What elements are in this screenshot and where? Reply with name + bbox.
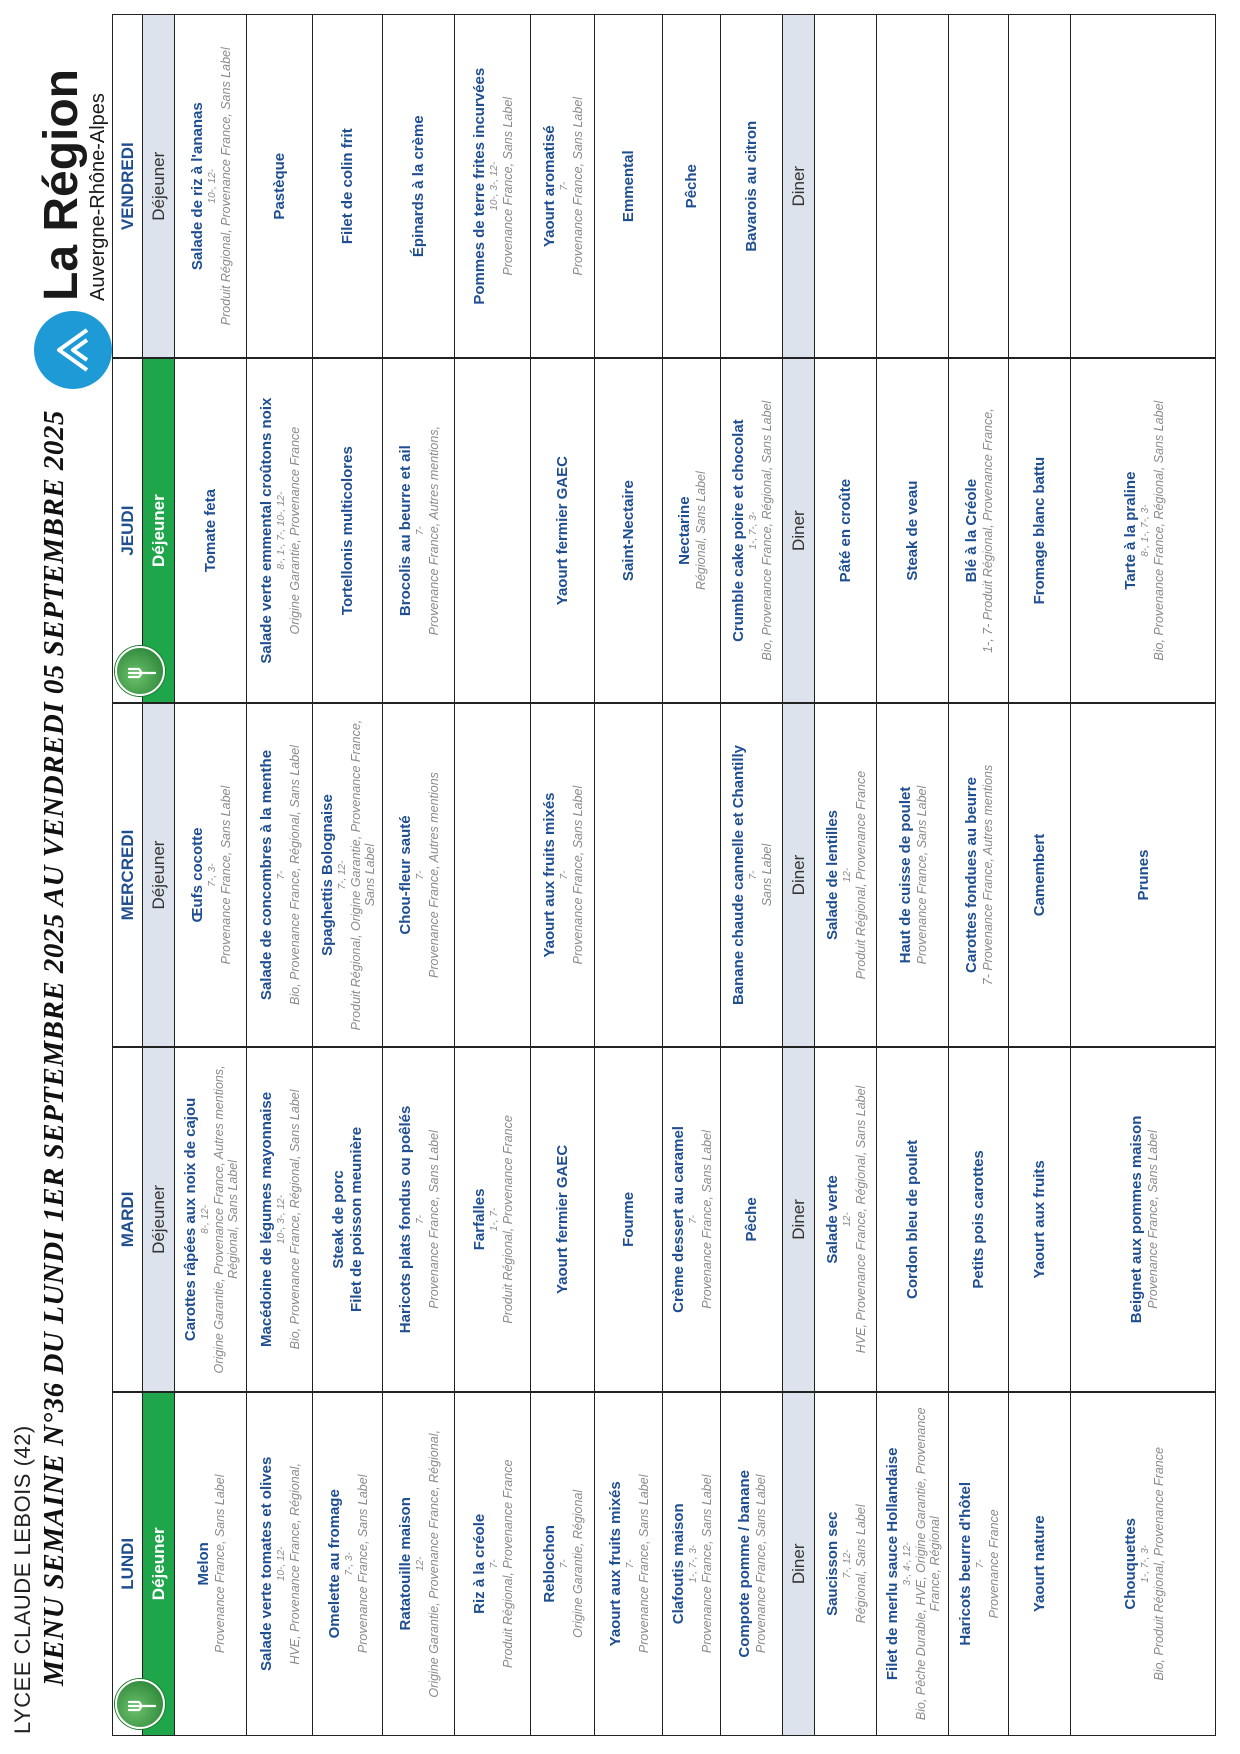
menu-item: [721, 359, 783, 701]
menu-item: [531, 704, 595, 1046]
dish-name: Yaourt nature: [1030, 1515, 1048, 1613]
menu-item: [1071, 1393, 1217, 1735]
dish-name: Macédoine de légumes mayonnaise: [257, 1091, 275, 1347]
menu-item: [949, 704, 1009, 1046]
menu-item: [1009, 1393, 1071, 1735]
origin-labels: Provenance France, Autres mentions,: [426, 425, 441, 636]
dish-name: Cordon bleu de poulet: [903, 1139, 921, 1299]
menu-item: [949, 1393, 1009, 1735]
menu-item: [815, 359, 877, 701]
origin-labels: Bio, Provenance France, Régional, Sans Label: [759, 400, 774, 661]
dish-name: Compote pomme / banane: [735, 1470, 753, 1658]
menu-item: [595, 15, 663, 357]
dish-name: Steak de veau: [903, 480, 921, 581]
meal-header-lunch: Déjeuner: [143, 15, 175, 357]
allergen-codes: 10-, 12-: [206, 168, 218, 204]
menu-item: [175, 1393, 247, 1735]
menu-item: [1071, 359, 1217, 701]
dish-name: Crumble cake poire et chocolat: [729, 419, 747, 642]
dish-name: Haricots plats fondus ou poêlés: [396, 1105, 414, 1334]
menu-item: [531, 1393, 595, 1735]
origin-labels: Produit Régional, Provenance France, Sans Label: [218, 47, 233, 326]
menu-item: [663, 15, 721, 357]
origin-labels: Provenance France, Sans Label: [914, 785, 929, 965]
dish-name: Épinards à la crème: [409, 115, 427, 258]
menu-item: [175, 359, 247, 701]
origin-labels: Origine Garantie, Provenance France: [287, 426, 302, 635]
menu-item: [877, 15, 949, 357]
dish-name: Salade de lentilles: [823, 809, 841, 941]
dish-name: Pêche: [682, 164, 700, 209]
menu-item: [815, 15, 877, 357]
origin-labels: 7- Provenance France, Autres mentions: [980, 764, 995, 986]
dish-name: Spaghettis Bolognaise: [318, 794, 336, 956]
logo-name: La Région: [34, 68, 88, 301]
origin-labels: Sans Label: [759, 843, 774, 907]
day-column-mercredi: [112, 703, 1216, 1047]
day-header: LUNDI: [113, 1393, 143, 1735]
origin-labels: HVE, Provenance France, Régional,: [287, 1463, 302, 1665]
dish-name: Ratatouille maison: [396, 1497, 414, 1631]
origin-labels: 1-, 7- Produit Régional, Provenance France,: [980, 408, 995, 653]
menu-item: [877, 1048, 949, 1390]
region-logo: [34, 69, 112, 389]
dish-name: Yaourt aux fruits mixés: [540, 792, 558, 958]
menu-item: [247, 1048, 313, 1390]
dish-name: Yaourt fermier GAEC: [553, 1144, 571, 1295]
dish-name: Haricots beurre d'hôtel: [956, 1482, 974, 1646]
meal-header-dinner: Diner: [783, 1048, 815, 1390]
allergen-codes: 7-: [558, 1559, 570, 1569]
menu-item: [247, 15, 313, 357]
menu-item: [175, 704, 247, 1046]
menu-item: [877, 1393, 949, 1735]
origin-labels: Bio, Provenance France, Régional, Sans Label: [1152, 400, 1166, 661]
allergen-codes: 7-, 12-: [336, 860, 348, 890]
allergen-codes: 8-, 12-: [199, 1204, 211, 1234]
dish-name: Prunes: [1135, 849, 1152, 901]
origin-labels: Origine Garantie, Régional: [570, 1489, 585, 1638]
allergen-codes: 7-: [414, 870, 426, 880]
dish-name: Yaourt fermier GAEC: [553, 456, 571, 606]
dish-name: Banane chaude cannelle et Chantilly: [729, 744, 747, 1006]
allergen-codes: 7-, 3-: [206, 863, 218, 887]
allergen-codes: 7-, 12-: [841, 1549, 853, 1579]
dish-name: Salade verte emmental croûtons noix: [257, 397, 275, 664]
dish-name: Yaourt aux fruits mixés: [606, 1481, 624, 1647]
meal-header-lunch: Déjeuner: [143, 704, 175, 1046]
menu-item: [815, 704, 877, 1046]
origin-labels: Bio, Pêche Durable, HVE, Origine Garantie, Provenance France, Régional: [913, 1407, 942, 1721]
origin-labels: Provenance France: [986, 1509, 1001, 1619]
allergen-codes: 7-: [414, 526, 426, 536]
menu-item: [1009, 704, 1071, 1046]
menu-item: [1071, 15, 1217, 357]
allergen-codes: 3-, 4-, 12-: [901, 1542, 913, 1586]
dish-name: Steak de porc Filet de poisson meunière: [329, 1126, 365, 1312]
menu-item: [247, 1393, 313, 1735]
day-column-mardi: [112, 1047, 1216, 1391]
dish-name: Fourme: [619, 1191, 637, 1247]
menu-item: [455, 359, 531, 701]
dish-name: Chouquettes: [1122, 1517, 1139, 1610]
meal-header-dinner: Diner: [783, 359, 815, 701]
menu-item: [949, 359, 1009, 701]
menu-item: [595, 1048, 663, 1390]
menu-item: [663, 1393, 721, 1735]
allergen-codes: 7-: [558, 870, 570, 880]
meal-header-lunch: Déjeuner: [143, 1048, 175, 1390]
menu-item: [877, 359, 949, 701]
menu-item: [595, 1393, 663, 1735]
menu-item: [383, 1048, 455, 1390]
dish-name: Riz à la créole: [470, 1513, 488, 1614]
origin-labels: Produit Régional, Provenance France: [500, 1459, 515, 1669]
origin-labels: Provenance France, Sans Label: [355, 1474, 370, 1654]
origin-labels: Régional, Sans Label: [693, 471, 708, 591]
meal-header-dinner: Diner: [783, 704, 815, 1046]
meal-header-dinner: Diner: [783, 1393, 815, 1735]
day-header: MERCREDI: [113, 704, 143, 1046]
dish-name: Œufs cocotte: [188, 827, 206, 923]
dish-name: Blé à la Créole: [962, 478, 980, 583]
menu-item: [815, 1048, 877, 1390]
dish-name: Pastèque: [270, 152, 288, 220]
menu-item: [313, 704, 383, 1046]
dish-name: Salade de riz à l'ananas: [188, 102, 206, 271]
allergen-codes: 7-: [747, 870, 759, 880]
allergen-codes: 8-, 1-, 7-, 3-: [1140, 504, 1151, 557]
day-header: JEUDI: [113, 359, 143, 701]
dish-name: Carottes râpées aux noix de cajou: [181, 1097, 199, 1342]
origin-labels: Produit Régional, Provenance France: [500, 1115, 515, 1324]
origin-labels: Origine Garantie, Provenance France, Régional,: [426, 1430, 441, 1698]
week-title: MENU SEMAINE N°36 DU LUNDI 1ER SEPTEMBRE 2025 AU VENDREDI 05 SEPTEMBRE 2025: [38, 410, 70, 1686]
dish-name: Clafoutis maison: [669, 1503, 687, 1625]
logo-subtitle: Auvergne-Rhône-Alpes: [86, 93, 109, 301]
menu-item: [531, 15, 595, 357]
allergen-codes: 12-: [841, 1212, 853, 1227]
meal-header-dinner: Diner: [783, 15, 815, 357]
dish-name: Emmental: [619, 150, 637, 223]
allergen-codes: 1-, 7-, 3-: [1140, 1544, 1151, 1583]
dish-name: Camembert: [1030, 833, 1048, 917]
menu-item: [663, 704, 721, 1046]
menu-item: [721, 15, 783, 357]
menu-item: [815, 1393, 877, 1735]
allergen-codes: 7-, 3-: [343, 1552, 355, 1576]
meal-header-lunch: Déjeuner: [143, 1393, 175, 1735]
origin-labels: Provenance France, Autres mentions: [426, 772, 441, 978]
allergen-codes: 7-: [687, 1214, 699, 1224]
origin-labels: Provenance France, Sans Label: [426, 1130, 441, 1309]
menu-item: [949, 1048, 1009, 1390]
allergen-codes: 1-, 7-, 3-: [687, 1544, 699, 1583]
menu-item: [595, 359, 663, 701]
dish-name: Salade verte tomates et olives: [257, 1456, 275, 1671]
menu-item: [313, 15, 383, 357]
dish-name: Saucisson sec: [823, 1511, 841, 1616]
dish-name: Beignet aux pommes maison: [1128, 1115, 1145, 1324]
allergen-codes: 12-: [841, 867, 853, 883]
origin-labels: Bio, Produit Régional, Provenance France: [1152, 1447, 1166, 1681]
origin-labels: Provenance France, Sans Label: [699, 1130, 714, 1309]
dish-name: Salade de concombres à la menthe: [257, 749, 275, 1001]
dish-name: Farfalles: [470, 1188, 488, 1251]
dish-name: Tomate feta: [201, 489, 219, 573]
menu-item: [531, 1048, 595, 1390]
allergen-codes: 7-: [414, 1214, 426, 1224]
origin-labels: Provenance France, Sans Label: [500, 96, 515, 276]
allergen-codes: 1-, 7-, 3-: [747, 511, 759, 550]
origin-labels: Produit Régional, Provenance France: [853, 770, 868, 980]
dish-name: Tarte à la praline: [1122, 471, 1139, 590]
dish-name: Brocolis au beurre et ail: [396, 445, 414, 617]
menu-item: [663, 1048, 721, 1390]
dish-name: Yaourt aromatisé: [540, 125, 558, 248]
origin-labels: Origine Garantie, Provenance France, Autres mentions, Régional, Sans Label: [211, 1065, 240, 1374]
dish-name: Petits pois carottes: [969, 1150, 987, 1289]
menu-item: [1071, 704, 1217, 1046]
menu-item: [721, 1393, 783, 1735]
menu-item: [383, 359, 455, 701]
vegetarian-fork-icon: [115, 1679, 165, 1729]
menu-item: [663, 359, 721, 701]
allergen-codes: 12-: [414, 1556, 426, 1572]
day-header: MARDI: [113, 1048, 143, 1390]
menu-item: [313, 359, 383, 701]
menu-item: [383, 15, 455, 357]
menu-item: [313, 1048, 383, 1390]
dish-name: Haut de cuisse de poulet: [896, 786, 914, 964]
dish-name: Carottes fondues au beurre: [962, 777, 980, 973]
dish-name: Chou-fleur sauté: [396, 815, 414, 935]
origin-labels: Provenance France, Sans Label: [570, 96, 585, 276]
allergen-codes: 10-, 3-, 12-: [488, 161, 500, 211]
allergen-codes: 8-, 1-, 7-, 10-, 12-: [275, 491, 287, 570]
meal-header-lunch: Déjeuner: [143, 359, 175, 701]
day-column-vendredi: [112, 14, 1216, 358]
menu-item: [247, 704, 313, 1046]
mountain-icon: [34, 311, 112, 389]
allergen-codes: 7-: [558, 181, 570, 191]
origin-labels: Bio, Provenance France, Régional, Sans Label: [287, 1089, 302, 1350]
day-column-jeudi: [112, 358, 1216, 702]
origin-labels: Régional, Sans Label: [853, 1504, 868, 1624]
dish-name: Filet de colin frit: [338, 128, 356, 245]
menu-item: [175, 1048, 247, 1390]
menu-item: [455, 1393, 531, 1735]
dish-name: Pêche: [742, 1197, 760, 1242]
menu-item: [877, 704, 949, 1046]
dish-name: Tortellonis multicolores: [338, 446, 356, 616]
menu-item: [455, 704, 531, 1046]
menu-item: [175, 15, 247, 357]
origin-labels: Provenance France, Sans Label: [570, 785, 585, 965]
dish-name: Salade verte: [823, 1175, 841, 1264]
menu-item: [455, 15, 531, 357]
dish-name: Saint-Nectaire: [619, 480, 637, 582]
day-column-lundi: [112, 1392, 1216, 1736]
dish-name: Yaourt aux fruits: [1030, 1160, 1048, 1279]
menu-item: [1009, 1048, 1071, 1390]
allergen-codes: 7-: [974, 1559, 986, 1569]
menu-item: [531, 359, 595, 701]
dish-name: Filet de merlu sauce Hollandaise: [883, 1447, 901, 1681]
allergen-codes: 7-: [624, 1559, 636, 1569]
menu-item: [247, 359, 313, 701]
allergen-codes: 7-: [275, 870, 287, 880]
origin-labels: Provenance France, Sans Label: [753, 1474, 768, 1654]
vegetarian-fork-icon: [115, 646, 165, 696]
menu-item: [1009, 359, 1071, 701]
menu-item: [949, 15, 1009, 357]
dish-name: Omelette au fromage: [325, 1489, 343, 1639]
allergen-codes: 10-, 12-: [275, 1546, 287, 1582]
menu-grid: [112, 14, 1216, 1736]
origin-labels: Bio, Provenance France, Régional, Sans Label: [287, 745, 302, 1005]
menu-item: [1009, 15, 1071, 357]
origin-labels: Provenance France, Sans Label: [218, 785, 233, 965]
menu-item: [383, 704, 455, 1046]
menu-item: [721, 704, 783, 1046]
menu-item: [595, 704, 663, 1046]
dish-name: Fromage blanc battu: [1030, 456, 1048, 605]
school-name: LYCEE CLAUDE LEBOIS (42): [10, 1425, 35, 1734]
allergen-codes: 10-, 3-, 12-: [275, 1194, 287, 1244]
dish-name: Pommes de terre frites incurvées: [470, 67, 488, 305]
origin-labels: Provenance France, Sans Label: [1146, 1130, 1160, 1309]
origin-labels: Produit Régional, Origine Garantie, Provenance France, Sans Label: [348, 719, 377, 1031]
dish-name: Pâté en croûte: [836, 478, 854, 583]
allergen-codes: 7-: [488, 1559, 500, 1569]
allergen-codes: 1-, 7-: [488, 1207, 500, 1232]
origin-labels: Provenance France, Sans Label: [636, 1474, 651, 1654]
dish-name: Melon: [194, 1542, 212, 1586]
origin-labels: Provenance France, Sans Label: [212, 1474, 227, 1654]
menu-item: [383, 1393, 455, 1735]
day-header: VENDREDI: [113, 15, 143, 357]
dish-name: Nectarine: [675, 496, 693, 565]
dish-name: Reblochon: [540, 1525, 558, 1603]
dish-name: Bavarois au citron: [742, 120, 760, 252]
menu-item: [455, 1048, 531, 1390]
origin-labels: Provenance France, Sans Label: [699, 1474, 714, 1654]
dish-name: Crème dessert au caramel: [669, 1126, 687, 1313]
menu-item: [721, 1048, 783, 1390]
menu-item: [1071, 1048, 1217, 1390]
origin-labels: HVE, Provenance France, Régional, Sans Label: [853, 1085, 868, 1354]
menu-item: [313, 1393, 383, 1735]
